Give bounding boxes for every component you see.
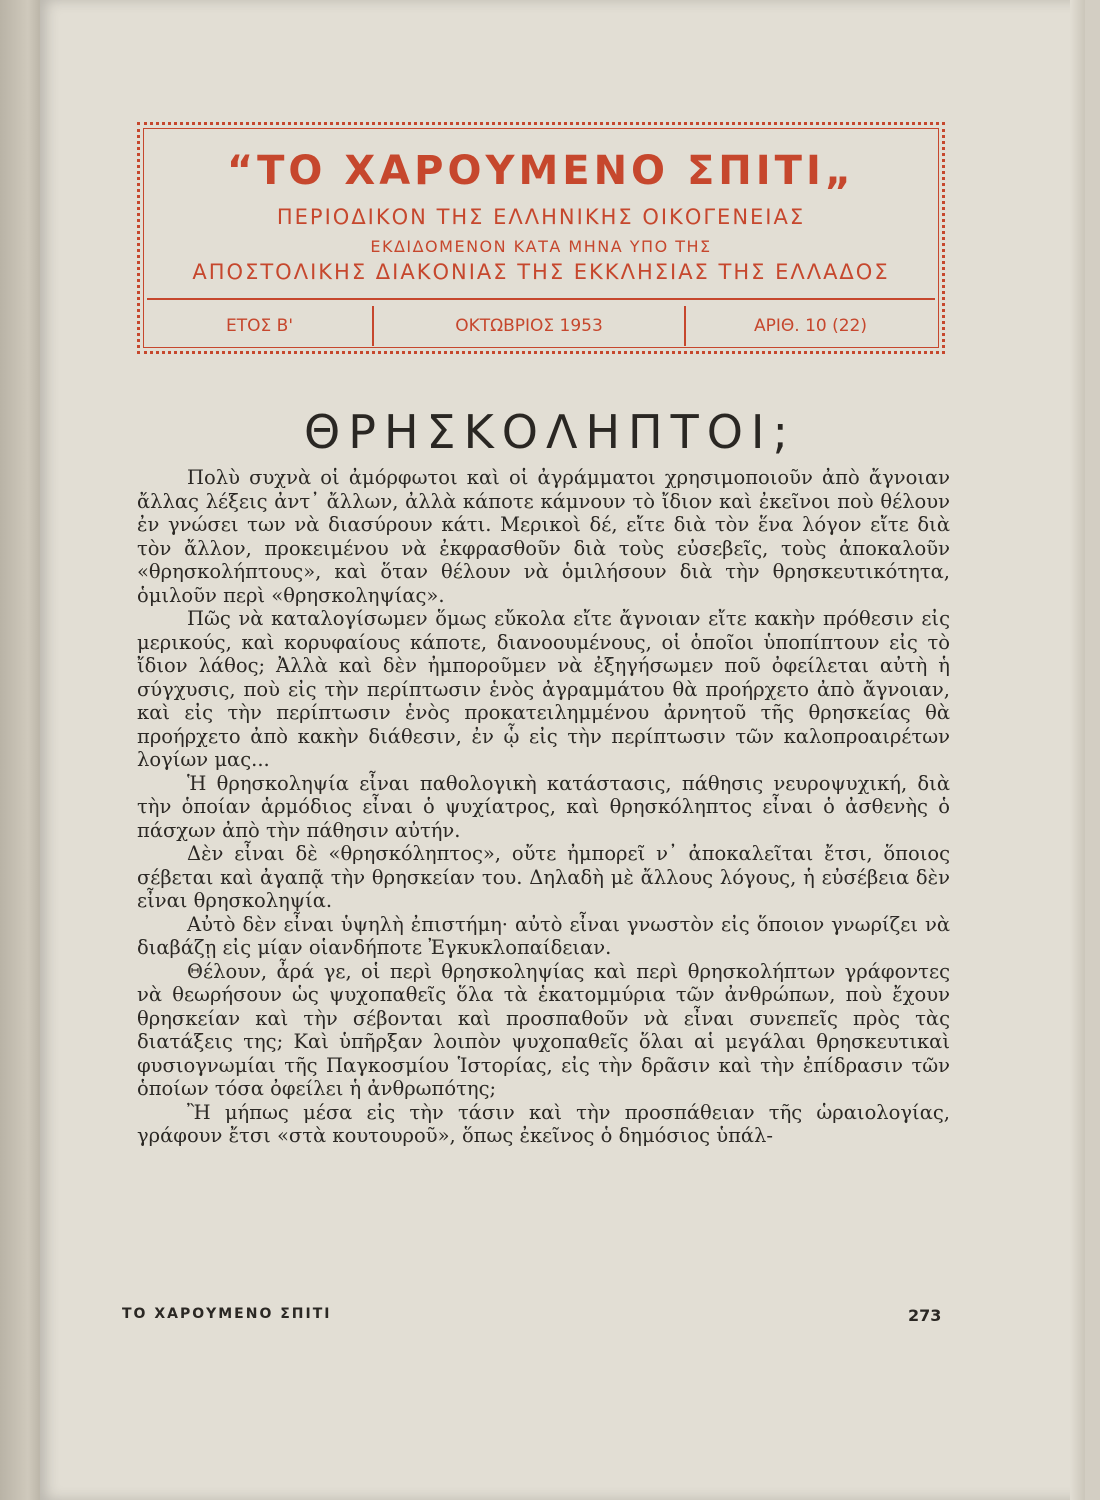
footer-magazine-title: ΤΟ ΧΑΡΟΥΜΕΝΟ ΣΠΙΤΙ bbox=[122, 1306, 332, 1322]
masthead bbox=[137, 122, 945, 354]
book-spine bbox=[0, 0, 40, 1500]
article-paragraph: Πῶς νὰ καταλογίσωμεν ὅμως εὔκολα εἴτε ἄγνοιαν εἴτε κακὴν πρόθεσιν εἰς μερικούς, καὶ κορυφαίους κάποτε, διανοουμένους, οἱ ὁποῖοι ὑποπίπτουν εἰς τὸ ἴδιον λάθος; Ἀλλὰ καὶ δὲν ἠμποροῦμεν νὰ ἐξηγήσωμεν ποῦ ὀφείλεται αὐτὴ ἡ σύγχυσις, ποὺ εἰς τὴν περίπτωσιν ἑνὸς ἀγραμμάτου θὰ προήρχετο ἀπὸ ἄγνοιαν, καὶ εἰς τὴν περίπτωσιν ἑνὸς προκατειλημμένου ἀρνητοῦ τῆς θρησκείας θὰ προήρχετο ἀπὸ κακὴν διάθεσιν, ἐν ᾧ εἰς τὴν περίπτωσιν τῶν καλοπροαιρέτων λογίων μας... bbox=[137, 607, 950, 771]
masthead-subtitle: ΠΕΡΙΟΔΙΚΟΝ ΤΗΣ ΕΛΛΗΝΙΚΗΣ ΟΙΚΟΓΕΝΕΙΑΣ bbox=[276, 205, 806, 229]
article-title: ΘΡΗΣΚΟΛΗΠΤΟΙ; bbox=[304, 405, 796, 459]
page-number: 273 bbox=[908, 1306, 942, 1325]
masthead-publisher: ΑΠΟΣΤΟΛΙΚΗΣ ΔΙΑΚΟΝΙΑΣ ΤΗΣ ΕΚΚΛΗΣΙΑΣ ΤΗΣ ΕΛΛΑΔΟΣ bbox=[192, 260, 890, 284]
masthead-publisher-line: ΕΚΔΙΔΟΜΕΝΟΝ ΚΑΤΑ ΜΗΝΑ ΥΠΟ ΤΗΣ bbox=[370, 237, 712, 256]
masthead-year: ΕΤΟΣ Β' bbox=[147, 306, 374, 346]
article-body bbox=[137, 466, 950, 1148]
masthead-title: “ΤΟ ΧΑΡΟΥΜΕΝΟ ΣΠΙΤΙ„ bbox=[226, 148, 856, 194]
article-paragraph: Δὲν εἶναι δὲ «θρησκόληπτος», οὔτε ἠμπορεῖ ν᾽ ἀποκαλεῖται ἔτσι, ὅποιος σέβεται καὶ ἀγαπᾷ τὴν θρησκείαν του. Δηλαδὴ μὲ ἄλλους λόγους, ἡ εὐσέβεια δὲν εἶναι θρησκοληψία. bbox=[137, 842, 950, 912]
masthead-divider bbox=[147, 298, 935, 300]
article-paragraph: Αὐτὸ δὲν εἶναι ὑψηλὴ ἐπιστήμη· αὐτὸ εἶναι γνωστὸν εἰς ὅποιον γνωρίζει νὰ διαβάζῃ εἰς μίαν οἱανδήποτε Ἐγκυκλοπαίδειαν. bbox=[137, 912, 950, 959]
masthead-info-row bbox=[147, 306, 935, 346]
masthead-issue: ΑΡΙΘ. 10 (22) bbox=[753, 316, 867, 336]
article-paragraph: Ἢ μήπως μέσα εἰς τὴν τάσιν καὶ τὴν προσπάθειαν τῆς ὡραιολογίας, γράφουν ἔτσι «στὰ κουτουροῦ», ὅπως ἐκεῖνος ὁ δημόσιος ὑπάλ- bbox=[137, 1100, 950, 1147]
article-paragraph: Θέλουν, ἆρά γε, οἱ περὶ θρησκοληψίας καὶ περὶ θρησκολήπτων γράφοντες νὰ θεωρήσουν ὡς ψυχοπαθεῖς ὅλα τὰ ἑκατομμύρια τῶν ἀνθρώπων, ποὺ ἔχουν θρησκείαν καὶ τὴν σέβονται καὶ προσπαθοῦν νὰ εἶναι συνεπεῖς πρὸς τὰς διατάξεις της; Καὶ ὑπῆρξαν λοιπὸν ψυχοπαθεῖς ὅλαι αἱ μεγάλαι θρησκευτικαὶ φυσιογνωμίαι τῆς Παγκοσμίου Ἱστορίας, εἰς τὴν δρᾶσιν καὶ τὴν ἐπίδρασιν τῶν ὁποίων τόσα ὀφείλει ἡ ἀνθρωπότης; bbox=[137, 959, 950, 1100]
article-paragraph: Ἡ θρησκοληψία εἶναι παθολογικὴ κατάστασις, πάθησις νευροψυχική, διὰ τὴν ὁποίαν ἁρμόδιος εἶναι ὁ ψυχίατρος, καὶ θρησκόληπτος εἶναι ὁ ἀσθενὴς ὁ πάσχων ἀπὸ τὴν πάθησιν αὐτήν. bbox=[137, 771, 950, 842]
page-edge-shadow bbox=[1070, 0, 1085, 1500]
article-paragraph: Πολὺ συχνὰ οἱ ἀμόρφωτοι καὶ οἱ ἀγράμματοι χρησιμοποιοῦν ἀπὸ ἄγνοιαν ἄλλας λέξεις ἀντ᾽ ἄλλων, ἀλλὰ κάποτε κάμνουν τὸ ἴδιον καὶ ἐκεῖνοι ποὺ θέλουν ἐν γνώσει των νὰ διασύρουν κάτι. Μερικοὶ δέ, εἴτε διὰ τὸν ἕνα λόγον εἴτε διὰ τὸν ἄλλον, προκειμένου νὰ ἐκφρασθοῦν διὰ τοὺς εὐσεβεῖς, τοὺς ἀποκαλοῦν «θρησκολήπτους», καὶ ὅταν θέλουν νὰ ὁμιλήσουν διὰ τὴν θρησκευτικότητα, ὁμιλοῦν περὶ «θρησκοληψίας». bbox=[137, 466, 950, 607]
masthead-date: ΟΚΤΩΒΡΙΟΣ 1953 bbox=[374, 306, 686, 346]
